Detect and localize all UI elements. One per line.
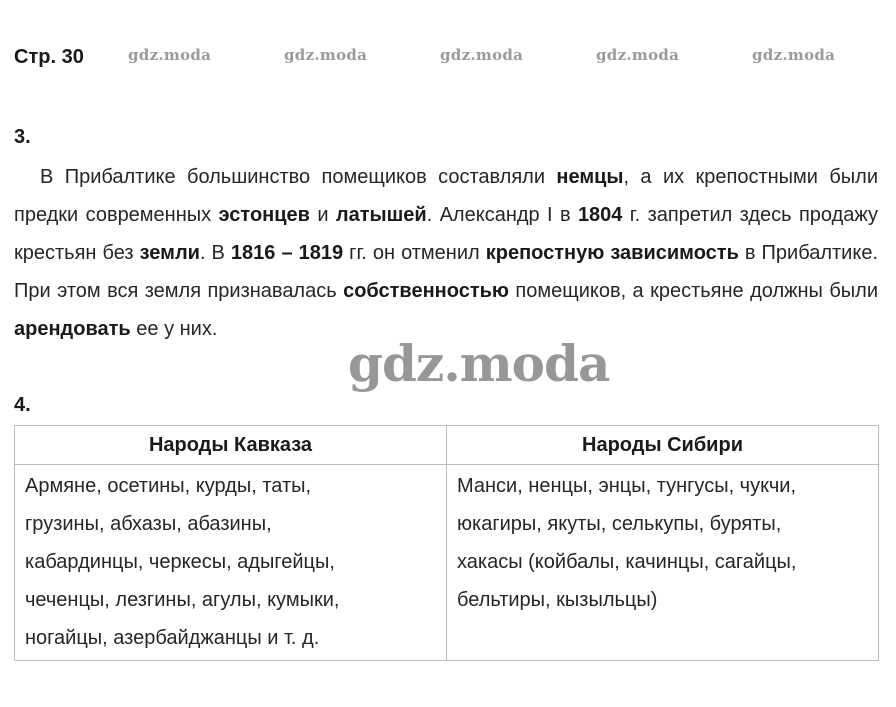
paragraph-segment: помещиков, а крестьяне должны были — [509, 280, 878, 302]
list-item: чеченцы, лезгины, агулы, кумыки, — [25, 589, 340, 611]
task-3-number: 3. — [14, 126, 31, 148]
siberia-peoples-cell — [447, 465, 879, 661]
table-row — [15, 465, 879, 661]
watermark-row — [0, 46, 896, 66]
watermark-text: gdz.moda — [284, 46, 368, 64]
paragraph-segment: , а их крепостными были предки современных — [14, 166, 878, 226]
list-item: Манси, ненцы, энцы, тунгусы, чукчи, — [457, 475, 796, 497]
paragraph-term: эстонцев — [218, 204, 310, 226]
paragraph-segment: ее у них. — [130, 318, 218, 340]
list-item: кабардинцы, черкесы, адыгейцы, — [25, 551, 335, 573]
page-label: Стр. 30 — [14, 46, 84, 68]
list-item: бельтиры, кызыльцы) — [457, 589, 658, 611]
paragraph-term: собственностью — [343, 280, 509, 302]
list-item: грузины, абхазы, абазины, — [25, 513, 272, 535]
paragraph-term: 1816 – 1819 — [230, 242, 344, 264]
paragraph-term: земли — [139, 242, 200, 264]
paragraph-term: латышей — [335, 204, 427, 226]
paragraph-term: арендовать — [14, 318, 131, 340]
paragraph-segment: . Александр I в — [426, 204, 578, 226]
paragraph-term: 1804 — [577, 204, 623, 226]
peoples-table — [14, 425, 879, 661]
paragraph-segment: . В — [199, 242, 231, 264]
watermark-text: gdz.moda — [440, 46, 524, 64]
watermark-text: gdz.moda — [752, 46, 836, 64]
caucasus-peoples-cell — [15, 465, 447, 661]
paragraph-segment: в Прибалтике. При этом вся земля признавалась — [14, 242, 878, 302]
paragraph-segment: г. запретил здесь продажу крестьян без — [14, 204, 878, 264]
task-3-paragraph — [14, 158, 878, 348]
list-item: юкагиры, якуты, селькупы, буряты, — [457, 513, 782, 535]
paragraph-segment: В Прибалтике большинство помещиков составляли — [40, 166, 557, 188]
list-item: ногайцы, азербайджанцы и т. д. — [25, 627, 320, 649]
watermark-text: gdz.moda — [128, 46, 212, 64]
list-item: хакасы (койбалы, качинцы, сагайцы, — [457, 551, 797, 573]
watermark-text: gdz.moda — [596, 46, 680, 64]
paragraph-term: немцы — [556, 166, 624, 188]
table-header-row — [15, 426, 879, 465]
paragraph-segment: и — [309, 204, 336, 226]
paragraph-term: крепостную зависимость — [485, 242, 739, 264]
paragraph-segment: гг. он отменил — [343, 242, 486, 264]
list-item: Армяне, осетины, курды, таты, — [25, 475, 312, 497]
task-4-number: 4. — [14, 394, 31, 416]
column-header-siberia: Народы Сибири — [447, 426, 879, 465]
center-watermark: gdz.moda — [348, 334, 610, 393]
column-header-caucasus: Народы Кавказа — [15, 426, 447, 465]
